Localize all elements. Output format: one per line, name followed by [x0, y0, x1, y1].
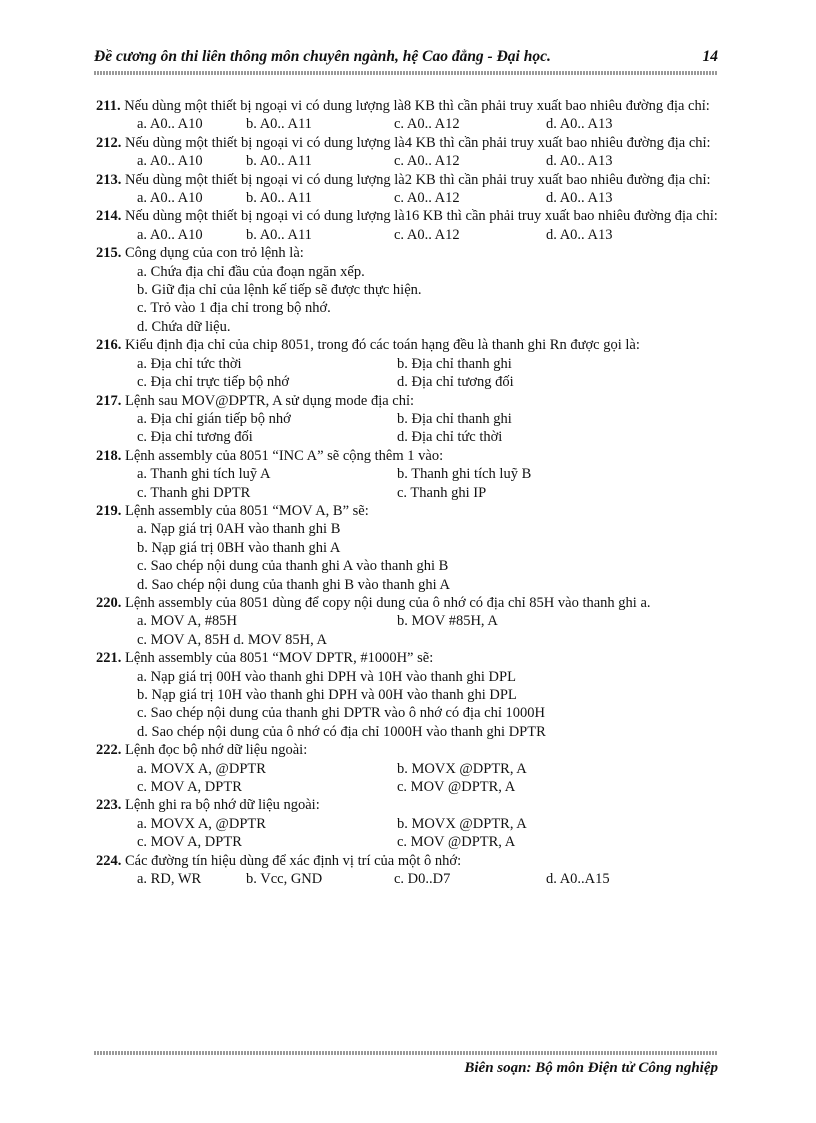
question-number: 215.	[96, 245, 122, 262]
option-a: a. Chứa địa chỉ đầu của đoạn ngăn xếp.	[137, 263, 365, 280]
question-stem: Lệnh đọc bộ nhớ dữ liệu ngoài:	[125, 742, 308, 759]
option-c: c. MOV A, DPTR	[137, 779, 242, 796]
option-c: c. A0.. A12	[394, 226, 460, 243]
question-number: 223.	[96, 797, 122, 814]
option-b: b. A0.. A11	[246, 153, 312, 170]
question-214	[96, 207, 720, 244]
option-c: c. Địa chỉ tương đối	[137, 429, 253, 446]
question-219	[96, 502, 720, 594]
option-a: a. Nạp giá trị 00H vào thanh ghi DPH và 10H vào thanh ghi DPL	[137, 668, 516, 685]
question-217	[96, 392, 720, 447]
question-stem: Lệnh ghi ra bộ nhớ dữ liệu ngoài:	[125, 797, 320, 814]
option-b: b. MOVX @DPTR, A	[397, 760, 527, 777]
option-a: a. A0.. A10	[137, 190, 203, 207]
option-b: b. MOVX @DPTR, A	[397, 815, 527, 832]
option-d: d. Địa chỉ tương đối	[397, 374, 514, 391]
option-c: c. A0.. A12	[394, 190, 460, 207]
answer-options	[96, 410, 720, 428]
option-d: d. Sao chép nội dung của ô nhớ có địa chỉ 1000H vào thanh ghi DPTR	[137, 723, 546, 740]
question-222	[96, 741, 720, 796]
question-list	[96, 97, 720, 888]
option-b: b. Vcc, GND	[246, 871, 323, 888]
question-212	[96, 134, 720, 171]
option-c-d: c. MOV A, 85H d. MOV 85H, A	[137, 631, 327, 648]
question-number: 214.	[96, 208, 122, 225]
option-b: b. Nạp giá trị 0BH vào thanh ghi A	[137, 539, 341, 556]
answer-options	[96, 428, 720, 446]
question-224	[96, 852, 720, 889]
option-d: d. A0.. A13	[546, 153, 613, 170]
answer-options	[96, 465, 720, 483]
question-number: 217.	[96, 392, 122, 409]
answer-options	[96, 778, 720, 796]
question-stem: Lệnh sau MOV@DPTR, A sử dụng mode địa chỉ:	[125, 392, 415, 409]
question-216	[96, 336, 720, 391]
answer-options	[96, 612, 720, 630]
question-number: 216.	[96, 337, 122, 354]
option-c: c. Trỏ vào 1 địa chỉ trong bộ nhớ.	[137, 300, 331, 317]
option-b: b. A0.. A11	[246, 116, 312, 133]
question-number: 220.	[96, 594, 122, 611]
page-footer: Biên soạn: Bộ môn Điện tử Công nghiệp	[464, 1060, 718, 1076]
answer-options	[96, 833, 720, 851]
option-a: a. A0.. A10	[137, 153, 203, 170]
option-b: b. Địa chỉ thanh ghi	[397, 355, 512, 372]
question-211	[96, 97, 720, 134]
question-number: 211.	[96, 98, 121, 114]
page-header	[94, 48, 718, 70]
option-a: a. Nạp giá trị 0AH vào thanh ghi B	[137, 521, 341, 538]
option-d: d. Sao chép nội dung của thanh ghi B vào thanh ghi A	[137, 576, 450, 593]
answer-options	[96, 870, 720, 888]
header-divider	[94, 71, 718, 75]
answer-options	[96, 226, 720, 244]
option-b: b. Nạp giá trị 10H vào thanh ghi DPH và 00H vào thanh ghi DPL	[137, 687, 517, 703]
option-d: c. MOV @DPTR, A	[397, 834, 516, 851]
option-d: d. Địa chỉ tức thời	[397, 429, 503, 446]
answer-options	[96, 484, 720, 502]
option-d: d. A0.. A13	[546, 226, 613, 243]
question-220	[96, 594, 720, 649]
question-stem: Công dụng của con trỏ lệnh là:	[125, 245, 304, 262]
option-a: a. MOVX A, @DPTR	[137, 760, 266, 777]
option-b: b. Địa chỉ thanh ghi	[397, 410, 512, 427]
answer-options	[96, 760, 720, 778]
question-number: 221.	[96, 650, 122, 667]
answer-options	[96, 355, 720, 373]
question-stem: Kiểu định địa chỉ của chip 8051, trong đó các toán hạng đều là thanh ghi Rn được gọi là:	[125, 337, 640, 354]
option-d: c. Thanh ghi IP	[397, 484, 487, 501]
option-a: a. A0.. A10	[137, 226, 203, 243]
option-a: a. Địa chỉ gián tiếp bộ nhớ	[137, 410, 291, 427]
option-a: a. A0.. A10	[137, 116, 203, 133]
option-b: b. A0.. A11	[246, 226, 312, 243]
question-stem: Lệnh assembly của 8051 “MOV DPTR, #1000H” sẽ:	[125, 650, 434, 667]
option-a: a. Địa chỉ tức thời	[137, 355, 242, 372]
option-d: d. Chứa dữ liệu.	[137, 318, 231, 335]
option-a: a. MOVX A, @DPTR	[137, 815, 266, 832]
question-stem: Nếu dùng một thiết bị ngoại vi có dung lượng là4 KB thì cần phải truy xuất bao nhiêu đường địa chỉ:	[125, 134, 711, 151]
option-c: c. Địa chỉ trực tiếp bộ nhớ	[137, 374, 290, 391]
footer-divider	[94, 1051, 718, 1055]
question-stem: Các đường tín hiệu dùng để xác định vị trí của một ô nhớ:	[125, 852, 462, 869]
question-stem: Nếu dùng một thiết bị ngoại vi có dung lượng là2 KB thì cần phải truy xuất bao nhiêu đường địa chỉ:	[125, 171, 711, 188]
option-b: b. A0.. A11	[246, 190, 312, 207]
option-c: c. Sao chép nội dung của thanh ghi A vào thanh ghi B	[137, 558, 449, 575]
question-stem: Nếu dùng một thiết bị ngoại vi có dung lượng là8 KB thì cần phải truy xuất bao nhiêu đường địa chỉ:	[124, 98, 710, 114]
question-stem: Nếu dùng một thiết bị ngoại vi có dung lượng là16 KB thì cần phải truy xuất bao nhiêu đường địa chỉ:	[125, 208, 718, 225]
question-number: 222.	[96, 742, 122, 759]
question-number: 213.	[96, 171, 122, 188]
question-number: 218.	[96, 447, 122, 464]
answer-options	[96, 373, 720, 391]
option-c: c. MOV A, DPTR	[137, 834, 242, 851]
question-stem: Lệnh assembly của 8051 dùng để copy nội dung của ô nhớ có địa chỉ 85H vào thanh ghi a.	[125, 594, 651, 611]
option-c: c. A0.. A12	[394, 116, 460, 133]
question-stem: Lệnh assembly của 8051 “INC A” sẽ cộng thêm 1 vào:	[125, 447, 444, 464]
option-c: c. A0.. A12	[394, 153, 460, 170]
option-b: b. MOV #85H, A	[397, 613, 498, 630]
option-b: b. Thanh ghi tích luỹ B	[397, 466, 532, 483]
answer-options	[96, 189, 720, 207]
answer-options	[96, 815, 720, 833]
question-218	[96, 447, 720, 502]
question-stem: Lệnh assembly của 8051 “MOV A, B” sẽ:	[125, 502, 369, 519]
option-c: c. Sao chép nội dung của thanh ghi DPTR vào ô nhớ có địa chỉ 1000H	[137, 705, 545, 722]
option-a: a. MOV A, #85H	[137, 613, 238, 630]
option-d: c. MOV @DPTR, A	[397, 779, 516, 796]
option-d: d. A0.. A13	[546, 116, 613, 133]
option-b: b. Giữ địa chỉ của lệnh kế tiếp sẽ được thực hiện.	[137, 282, 422, 299]
option-a: a. Thanh ghi tích luỹ A	[137, 466, 271, 483]
document-title: Đề cương ôn thi liên thông môn chuyên ngành, hệ Cao đẳng - Đại học.	[94, 48, 551, 65]
question-number: 219.	[96, 502, 122, 519]
question-223	[96, 796, 720, 851]
question-221	[96, 649, 720, 741]
question-number: 224.	[96, 852, 122, 869]
answer-options	[96, 115, 720, 133]
question-number: 212.	[96, 134, 122, 151]
answer-options	[96, 152, 720, 170]
question-215	[96, 244, 720, 336]
question-213	[96, 171, 720, 208]
option-d: d. A0.. A13	[546, 190, 613, 207]
option-a: a. RD, WR	[137, 871, 202, 888]
option-c: c. Thanh ghi DPTR	[137, 484, 251, 501]
page-number: 14	[702, 48, 718, 65]
option-c: c. D0..D7	[394, 871, 451, 888]
option-d: d. A0..A15	[546, 871, 610, 888]
